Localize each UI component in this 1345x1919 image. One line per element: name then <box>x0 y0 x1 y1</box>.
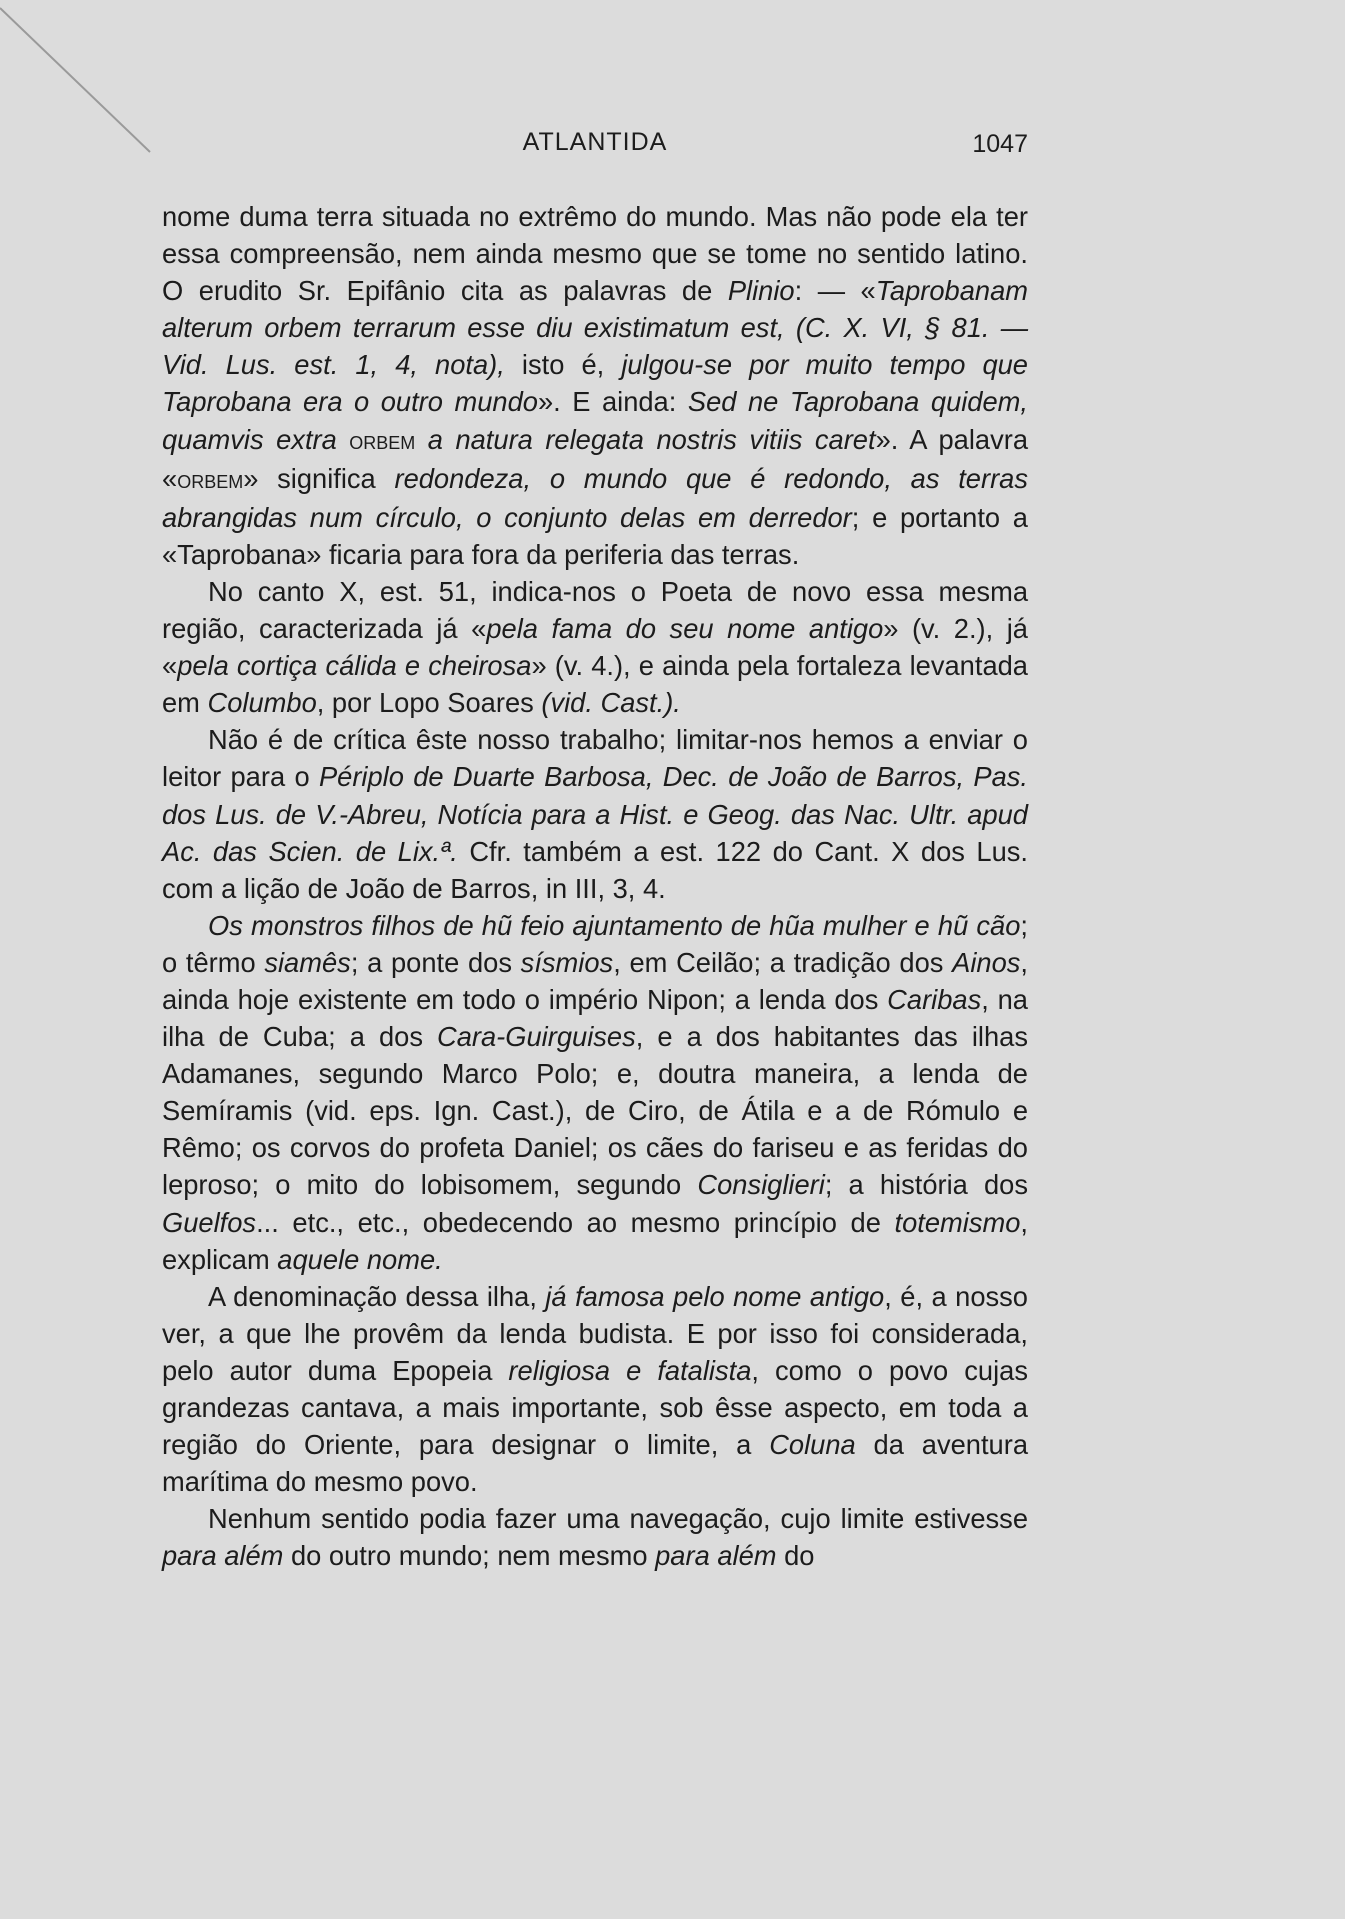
italic-text: religiosa e fatalista <box>508 1354 752 1386</box>
text-run: , na ilha de Cuba; a dos <box>162 983 1028 1053</box>
text-run: : — « <box>794 275 876 307</box>
text-run: ; o têrmo <box>162 909 1028 978</box>
italic-text: Columbo <box>207 687 317 719</box>
italic-text: pela cortiça cálida e cheirosa <box>177 650 532 682</box>
italic-text: para além <box>655 1540 777 1572</box>
text-run: ; a ponte dos <box>350 946 521 978</box>
paragraph <box>162 1278 1028 1501</box>
italic-text: já famosa pelo nome antigo <box>545 1280 885 1312</box>
paragraph <box>162 198 1028 573</box>
paragraph <box>162 907 1028 1278</box>
body-text <box>162 198 1028 1574</box>
italic-text: Coluna <box>769 1429 856 1461</box>
text-run: isto é, <box>504 349 622 381</box>
italic-text: Guelfos <box>162 1206 257 1238</box>
italic-text: sísmios <box>520 946 614 978</box>
text-run: , é, a nosso ver, a que lhe provêm da lenda budista. E por isso foi considerada, pelo autor duma Epopeia <box>162 1280 1028 1386</box>
text-run: Nenhum sentido podia fazer uma navegação, cujo limite estivesse <box>208 1503 1028 1535</box>
italic-text: Taprobanam alterum orbem terrarum esse diu existimatum est, (C. X. VI, § 81. — Vid. Lus. est. 1, 4, nota), <box>162 275 1029 381</box>
text-run: ». A palavra « <box>162 423 1029 494</box>
text-run: do outro mundo; nem mesmo <box>283 1540 656 1572</box>
italic-text: Plinio <box>727 275 795 307</box>
italic-text: julgou-se por muito tempo que Taprobana era o outro mundo <box>162 349 1028 418</box>
italic-text: Ainos <box>952 946 1021 978</box>
text-run: , explicam <box>162 1206 1028 1275</box>
text-run: A denominação dessa ilha, <box>208 1280 546 1312</box>
italic-text: aquele nome. <box>277 1243 443 1275</box>
small-caps-text: orbem <box>177 465 244 494</box>
italic-text: Caribas <box>887 983 982 1015</box>
text-run: No canto X, est. 51, indica-nos o Poeta de novo essa mesma região, caracterizada já « <box>162 575 1028 645</box>
text-run: Não é de crítica êste nosso trabalho; limitar-nos hemos a enviar o leitor para o <box>162 724 1028 793</box>
italic-text: para além <box>162 1540 284 1572</box>
text-run: » (v. 4.), e ainda pela fortaleza levantada em <box>162 650 1028 719</box>
scan-margin-line <box>0 0 160 160</box>
text-run: Cfr. também a est. 122 do Cant. X dos Lus. com a lição de João de Barros, in III, 3, 4. <box>162 835 1028 904</box>
text-run: ». E ainda: <box>537 386 688 418</box>
text-run: , por Lopo Soares <box>316 687 542 719</box>
text-run: ; e portanto a «Taprobana» ficaria para fora da periferia das terras. <box>162 501 1028 570</box>
paragraph <box>162 1500 1028 1574</box>
text-run: , e a dos habitantes das ilhas Adamanes, segundo Marco Polo; e, doutra maneira, a lenda de Semíramis (vid. eps. Ign. Cast.), de Ciro, de Átila e a de Rómulo e Rêmo; os corvos do profeta Daniel; os cães do fariseu e as feridas do leproso; o mito do lobisomem, segundo <box>162 1021 1028 1201</box>
text-run: da aventura marítima do mesmo povo. <box>162 1429 1029 1498</box>
text-run: do <box>776 1540 815 1572</box>
text-run: ... etc., etc., obedecendo ao mesmo princípio de <box>256 1206 895 1238</box>
text-run: ; a história dos <box>824 1169 1029 1201</box>
italic-text: totemismo <box>894 1206 1021 1238</box>
italic-text: (vid. Cast.). <box>541 687 681 719</box>
paragraph <box>162 573 1028 721</box>
text-run: , em Ceilão; a tradição dos <box>613 946 953 978</box>
small-caps-text: orbem <box>349 426 416 455</box>
italic-text: siamês <box>264 946 351 978</box>
italic-text: Consiglieri <box>697 1169 825 1201</box>
italic-text: redondeza, o mundo que é redondo, as terras abrangidas num círculo, o conjunto delas em derredor <box>162 462 1028 533</box>
italic-text: Os monstros filhos de hũ feio ajuntamento de hũa mulher e hũ cão <box>208 909 1021 941</box>
italic-text: a natura relegata nostris vitiis caret <box>415 423 876 455</box>
text-run: , como o povo cujas grandezas cantava, a mais importante, sob êsse aspecto, em toda a região do Oriente, para designar o limite, a <box>162 1354 1028 1461</box>
italic-text: pela fama do seu nome antigo <box>486 613 884 645</box>
text-run: » significa <box>243 462 395 494</box>
italic-text: Cara-Guirguises <box>437 1021 636 1053</box>
paragraph <box>162 721 1028 906</box>
text-run: » (v. 2.), já « <box>162 613 1028 682</box>
text-run: nome duma terra situada no extrêmo do mundo. Mas não pode ela ter essa compreensão, nem ainda mesmo que se tome no sentido latino. O erudito Sr. Epifânio cita as palavras de <box>162 201 1028 307</box>
running-title: ATLANTIDA <box>522 128 668 156</box>
page-header <box>162 128 1028 164</box>
page-number: 1047 <box>972 130 1028 158</box>
text-run: , ainda hoje existente em todo o império Nipon; a lenda dos <box>162 946 1029 1015</box>
italic-text: Périplo de Duarte Barbosa, Dec. de João de Barros, Pas. dos Lus. de V.-Abreu, Notícia para a Hist. e Geog. das Nac. Ultr. apud Ac. das Scien. de Lix.ª. <box>162 761 1029 867</box>
italic-text: Sed ne Taprobana quidem, quamvis extra <box>162 386 1028 455</box>
